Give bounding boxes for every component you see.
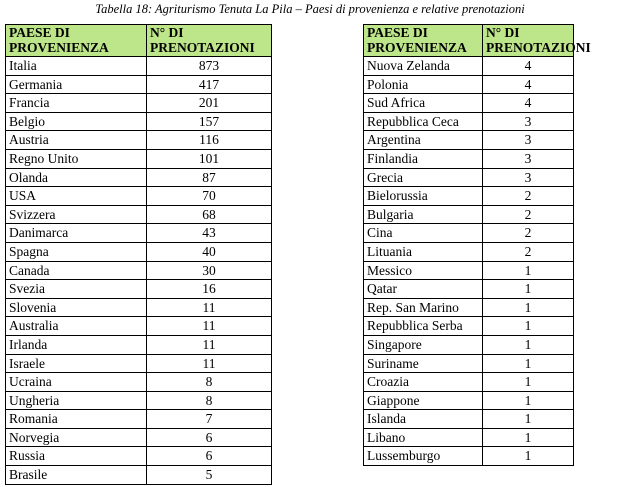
table-row	[364, 187, 574, 206]
country-cell: Qatar	[364, 280, 483, 299]
bookings-cell: 3	[483, 149, 574, 168]
table-row	[6, 168, 272, 187]
header-country-line2: PROVENIENZA	[367, 39, 467, 55]
country-cell: Norvegia	[6, 428, 147, 447]
country-cell: Nuova Zelanda	[364, 57, 483, 76]
bookings-cell: 417	[147, 75, 272, 94]
country-cell: Cina	[364, 224, 483, 243]
country-cell: Australia	[6, 317, 147, 336]
header-bookings	[483, 25, 591, 57]
right-bookings-table	[363, 24, 591, 466]
bookings-cell: 8	[147, 391, 272, 410]
bookings-cell: 2	[483, 224, 574, 243]
bookings-cell: 16	[147, 280, 272, 299]
bookings-cell: 1	[483, 354, 574, 373]
bookings-cell: 1	[483, 298, 574, 317]
table-row	[6, 242, 272, 261]
bookings-cell: 70	[147, 187, 272, 206]
table-row	[6, 149, 272, 168]
bookings-cell: 1	[483, 447, 574, 466]
bookings-cell: 6	[147, 428, 272, 447]
country-cell: Brasile	[6, 466, 147, 485]
bookings-cell: 1	[483, 410, 574, 429]
bookings-cell: 1	[483, 317, 574, 336]
bookings-cell: 157	[147, 112, 272, 131]
country-cell: Olanda	[6, 168, 147, 187]
table-row	[364, 280, 574, 299]
country-cell: Francia	[6, 94, 147, 113]
header-bookings	[147, 25, 272, 57]
bookings-cell: 11	[147, 354, 272, 373]
table-row	[6, 280, 272, 299]
bookings-cell: 1	[483, 335, 574, 354]
country-cell: Argentina	[364, 131, 483, 150]
country-cell: Austria	[6, 131, 147, 150]
country-cell: Croazia	[364, 373, 483, 392]
table-row	[6, 428, 272, 447]
bookings-cell: 1	[483, 373, 574, 392]
table-header-row	[6, 25, 272, 57]
left-table-body	[6, 57, 272, 485]
country-cell: Rep. San Marino	[364, 298, 483, 317]
table-row	[364, 168, 574, 187]
country-cell: Repubblica Ceca	[364, 112, 483, 131]
header-bookings-line2: PRENOTAZIONI	[150, 39, 255, 55]
country-cell: Regno Unito	[6, 149, 147, 168]
table-row	[364, 391, 574, 410]
country-cell: Giappone	[364, 391, 483, 410]
table-row	[6, 261, 272, 280]
bookings-cell: 6	[147, 447, 272, 466]
table-row	[364, 428, 574, 447]
bookings-cell: 201	[147, 94, 272, 113]
table-row	[6, 410, 272, 429]
country-cell: Ucraina	[6, 373, 147, 392]
bookings-cell: 101	[147, 149, 272, 168]
table-row	[6, 187, 272, 206]
country-cell: Irlanda	[6, 335, 147, 354]
table-row	[6, 75, 272, 94]
table-row	[364, 447, 574, 466]
bookings-cell: 2	[483, 187, 574, 206]
header-bookings-line2: PRENOTAZIONI	[486, 39, 591, 55]
table-row	[6, 112, 272, 131]
country-cell: Canada	[6, 261, 147, 280]
table-row	[364, 205, 574, 224]
table-row	[6, 57, 272, 76]
bookings-cell: 1	[483, 428, 574, 447]
bookings-cell: 11	[147, 335, 272, 354]
table-row	[6, 447, 272, 466]
table-row	[6, 94, 272, 113]
bookings-cell: 40	[147, 242, 272, 261]
country-cell: USA	[6, 187, 147, 206]
country-cell: Finlandia	[364, 149, 483, 168]
country-cell: Singapore	[364, 335, 483, 354]
country-cell: Ungheria	[6, 391, 147, 410]
bookings-cell: 3	[483, 168, 574, 187]
bookings-cell: 4	[483, 57, 574, 76]
table-row	[6, 354, 272, 373]
table-row	[364, 131, 574, 150]
table-row	[364, 354, 574, 373]
country-cell: Slovenia	[6, 298, 147, 317]
country-cell: Germania	[6, 75, 147, 94]
bookings-cell: 87	[147, 168, 272, 187]
country-cell: Svezia	[6, 280, 147, 299]
bookings-cell: 873	[147, 57, 272, 76]
table-row	[364, 261, 574, 280]
country-cell: Islanda	[364, 410, 483, 429]
bookings-cell: 2	[483, 205, 574, 224]
header-bookings-line1: N° DI	[486, 25, 520, 40]
country-cell: Belgio	[6, 112, 147, 131]
header-country	[364, 25, 483, 57]
header-country-line1: PAESE DI	[9, 25, 70, 40]
table-row	[6, 205, 272, 224]
bookings-cell: 43	[147, 224, 272, 243]
table-row	[364, 373, 574, 392]
country-cell: Lituania	[364, 242, 483, 261]
bookings-cell: 7	[147, 410, 272, 429]
country-cell: Danimarca	[6, 224, 147, 243]
bookings-cell: 3	[483, 131, 574, 150]
bookings-cell: 4	[483, 75, 574, 94]
bookings-cell: 8	[147, 373, 272, 392]
bookings-cell: 5	[147, 466, 272, 485]
table-header-row	[364, 25, 574, 57]
country-cell: Svizzera	[6, 205, 147, 224]
table-row	[6, 466, 272, 485]
country-cell: Spagna	[6, 242, 147, 261]
table-row	[364, 317, 574, 336]
table-row	[6, 317, 272, 336]
table-row	[6, 298, 272, 317]
table-row	[364, 410, 574, 429]
table-row	[364, 94, 574, 113]
country-cell: Italia	[6, 57, 147, 76]
bookings-cell: 116	[147, 131, 272, 150]
bookings-cell: 2	[483, 242, 574, 261]
bookings-cell: 30	[147, 261, 272, 280]
header-country	[6, 25, 147, 57]
table-row	[364, 57, 574, 76]
country-cell: Bulgaria	[364, 205, 483, 224]
table-row	[364, 149, 574, 168]
header-country-line1: PAESE DI	[367, 25, 428, 40]
table-row	[6, 335, 272, 354]
table-row	[364, 224, 574, 243]
bookings-cell: 1	[483, 280, 574, 299]
table-row	[364, 335, 574, 354]
table-caption: Tabella 18: Agriturismo Tenuta La Pila – Paesi di provenienza e relative prenotazioni	[95, 2, 525, 16]
table-row	[6, 131, 272, 150]
bookings-cell: 68	[147, 205, 272, 224]
country-cell: Lussemburgo	[364, 447, 483, 466]
right-table-body	[364, 57, 574, 466]
header-country-line2: PROVENIENZA	[9, 39, 109, 55]
country-cell: Libano	[364, 428, 483, 447]
table-row	[364, 112, 574, 131]
bookings-cell: 3	[483, 112, 574, 131]
country-cell: Messico	[364, 261, 483, 280]
country-cell: Russia	[6, 447, 147, 466]
table-row	[364, 75, 574, 94]
country-cell: Sud Africa	[364, 94, 483, 113]
country-cell: Polonia	[364, 75, 483, 94]
header-bookings-line1: N° DI	[150, 25, 184, 40]
country-cell: Romania	[6, 410, 147, 429]
table-row	[6, 224, 272, 243]
country-cell: Grecia	[364, 168, 483, 187]
table-row	[6, 373, 272, 392]
bookings-cell: 11	[147, 298, 272, 317]
left-bookings-table	[5, 24, 272, 485]
country-cell: Bielorussia	[364, 187, 483, 206]
table-row	[364, 242, 574, 261]
country-cell: Israele	[6, 354, 147, 373]
bookings-cell: 1	[483, 261, 574, 280]
bookings-cell: 11	[147, 317, 272, 336]
bookings-cell: 4	[483, 94, 574, 113]
country-cell: Suriname	[364, 354, 483, 373]
table-row	[6, 391, 272, 410]
bookings-cell: 1	[483, 391, 574, 410]
table-row	[364, 298, 574, 317]
country-cell: Repubblica Serba	[364, 317, 483, 336]
